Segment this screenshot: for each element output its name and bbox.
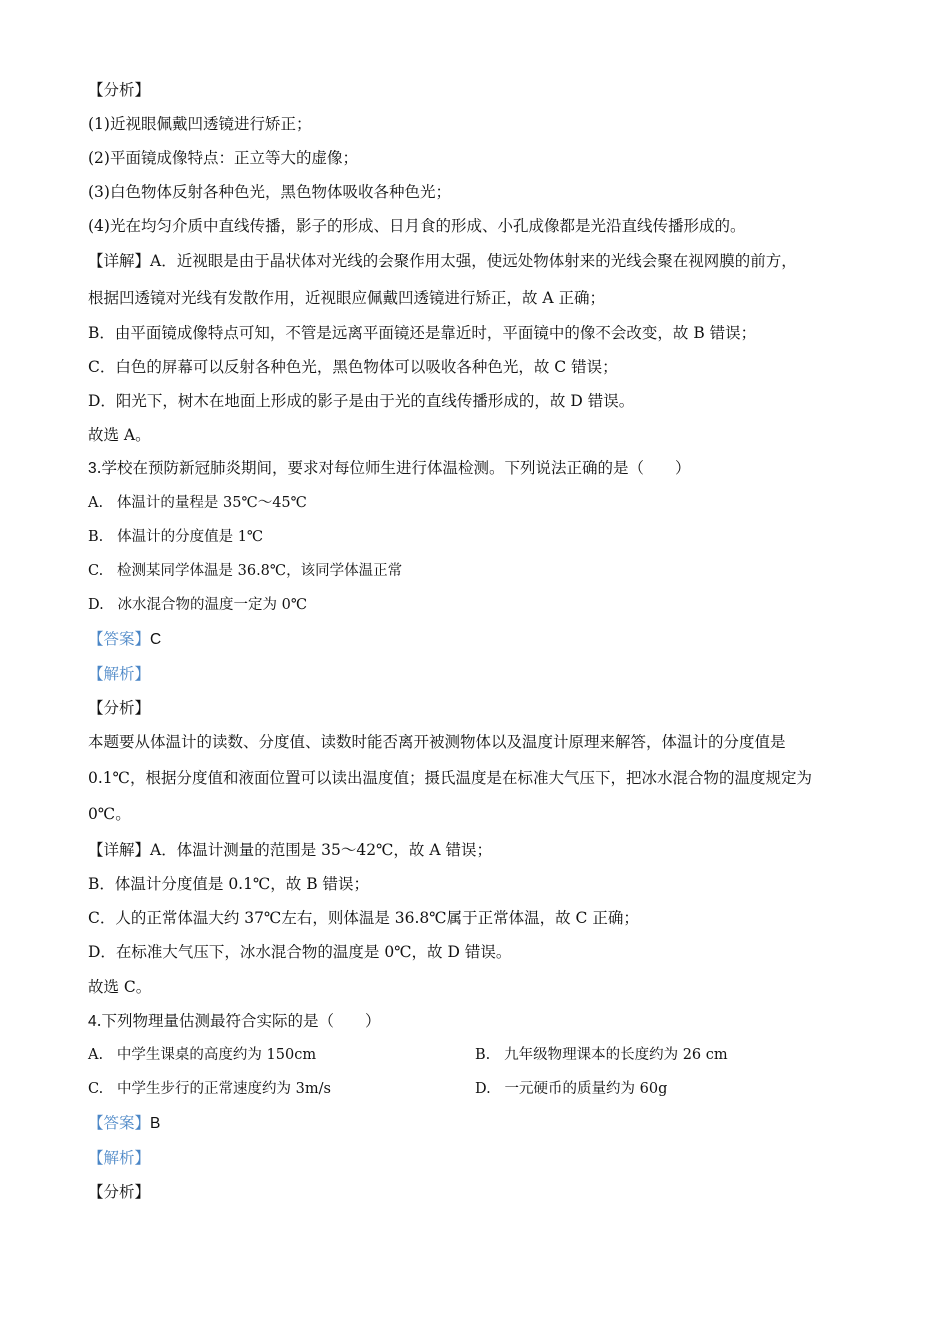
option-letter: C. <box>88 563 104 579</box>
q4-explain-label: 【解析】 <box>88 1149 151 1167</box>
q4-analysis-label: 【分析】 <box>88 1183 151 1201</box>
q3-option-c <box>88 560 402 582</box>
option-text: 中学生步行的正常速度约为 3m/s <box>117 1081 331 1097</box>
q3-option-b <box>88 526 263 548</box>
q3-answer <box>88 628 161 651</box>
analysis-label: 【分析】 <box>88 81 151 99</box>
option-letter: D. <box>475 1081 491 1097</box>
detail-b: B．由平面镜成像特点可知，不管是远离平面镜还是靠近时，平面镜中的像不会改变，故 B 错误； <box>88 324 757 342</box>
answer-value: C <box>150 631 162 648</box>
q3-analysis-line3: 0℃。 <box>88 805 131 823</box>
q3-option-d <box>88 594 307 616</box>
q3-choose: 故选 C。 <box>88 978 152 996</box>
question-text: .学校在预防新冠肺炎期间，要求对每位师生进行体温检测。下列说法正确的是（ ） <box>96 459 691 477</box>
option-text: 检测某同学体温是 36.8℃，该同学体温正常 <box>117 563 403 579</box>
choose-answer: 故选 A。 <box>88 426 151 444</box>
option-letter: B. <box>475 1047 491 1063</box>
q3-detail-c: C．人的正常体温大约 37℃左右，则体温是 36.8℃属于正常体温，故 C 正确； <box>88 909 639 927</box>
answer-label: 【答案】 <box>88 630 151 648</box>
q4-answer <box>88 1112 160 1135</box>
q3-detail-a: 【详解】A．体温计测量的范围是 35～42℃，故 A 错误； <box>88 841 492 859</box>
question-text: .下列物理量估测最符合实际的是（ ） <box>96 1012 381 1030</box>
q4-option-c <box>88 1078 331 1100</box>
q3-detail-b: B．体温计分度值是 0.1℃，故 B 错误； <box>88 875 370 893</box>
q3-analysis-line1: 本题要从体温计的读数、分度值、读数时能否离开被测物体以及温度计原理来解答，体温计的分度值是 <box>88 733 786 751</box>
q4-option-b <box>475 1044 728 1066</box>
q3-option-a <box>88 492 307 514</box>
q3-detail-d: D．在标准大气压下，冰水混合物的温度是 0℃，故 D 错误。 <box>88 943 512 961</box>
detail-d: D．阳光下，树木在地面上形成的影子是由于光的直线传播形成的，故 D 错误。 <box>88 392 635 410</box>
question-number: 4 <box>88 1013 97 1030</box>
q3-analysis-line2: 0.1℃，根据分度值和液面位置可以读出温度值；摄氏温度是在标准大气压下，把冰水混合物的温度规定为 <box>88 769 812 787</box>
analysis-point-2: (2)平面镜成像特点：正立等大的虚像； <box>88 149 358 167</box>
question-4-stem <box>88 1010 381 1033</box>
q3-explain-label: 【解析】 <box>88 665 151 683</box>
analysis-point-4: (4)光在均匀介质中直线传播，影子的形成、日月食的形成、小孔成像都是光沿直线传播形成的。 <box>88 217 746 235</box>
answer-label: 【答案】 <box>88 1114 151 1132</box>
question-number: 3 <box>88 460 97 477</box>
option-text: 一元硬币的质量约为 60g <box>504 1081 668 1097</box>
option-letter: B. <box>88 529 104 545</box>
detail-c: C．白色的屏幕可以反射各种色光，黑色物体可以吸收各种色光，故 C 错误； <box>88 358 618 376</box>
option-text: 体温计的分度值是 1℃ <box>117 529 264 545</box>
option-text: 体温计的量程是 35℃～45℃ <box>116 495 307 511</box>
option-text: 九年级物理课本的长度约为 26 cm <box>504 1047 728 1063</box>
option-letter: A. <box>88 1047 104 1063</box>
option-text: 中学生课桌的高度约为 150cm <box>116 1047 317 1063</box>
question-3-stem <box>88 457 691 480</box>
option-text: 冰水混合物的温度一定为 0℃ <box>117 597 308 613</box>
analysis-point-3: (3)白色物体反射各种色光，黑色物体吸收各种色光； <box>88 183 451 201</box>
q4-option-a <box>88 1044 316 1066</box>
option-letter: D. <box>88 597 104 613</box>
option-letter: A. <box>88 495 104 511</box>
q4-option-d <box>475 1078 667 1100</box>
detail-a-line2: 根据凹透镜对光线有发散作用，近视眼应佩戴凹透镜进行矫正，故 A 正确； <box>88 289 606 307</box>
option-letter: C. <box>88 1081 104 1097</box>
answer-value: B <box>150 1115 161 1132</box>
analysis-point-1: (1)近视眼佩戴凹透镜进行矫正； <box>88 115 312 133</box>
q3-analysis-label: 【分析】 <box>88 699 151 717</box>
detail-a-line1: 【详解】A．近视眼是由于晶状体对光线的会聚作用太强，使远处物体射来的光线会聚在视网膜的前方， <box>88 252 797 270</box>
